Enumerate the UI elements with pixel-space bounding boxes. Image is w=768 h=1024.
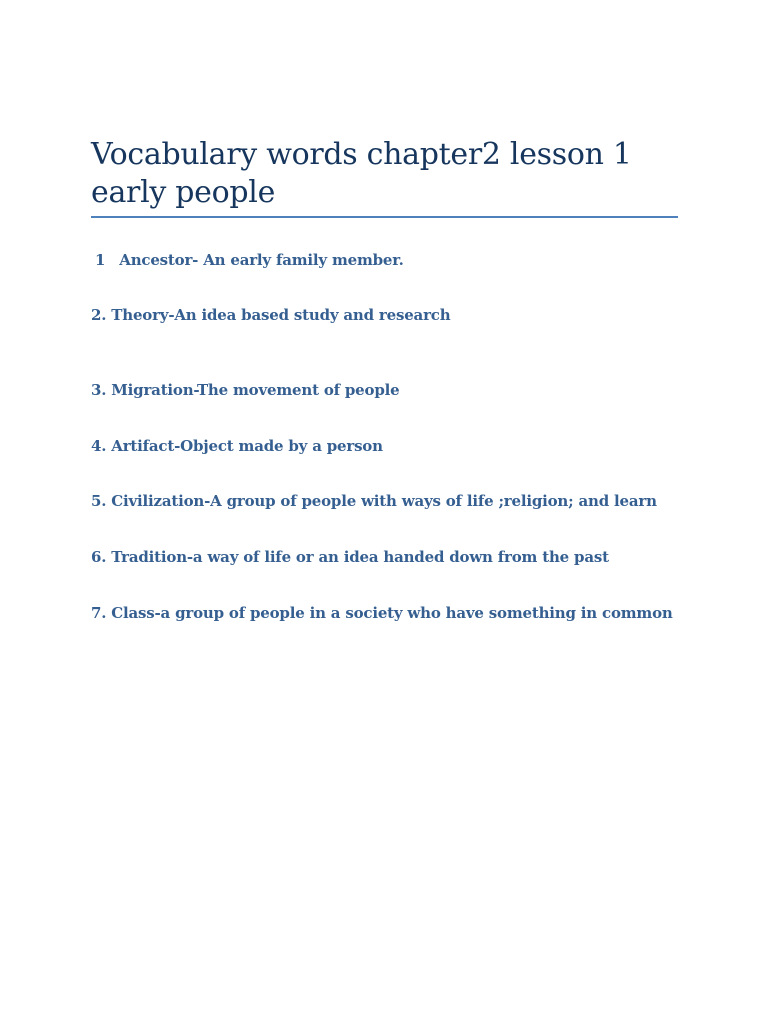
title-line-2: early people: [91, 175, 276, 210]
title-line-1: Vocabulary words chapter2 lesson 1: [91, 137, 632, 172]
vocab-item-ancestor: [95, 250, 404, 270]
page-title: [91, 136, 678, 218]
vocab-item-text: Ancestor- An early family member.: [119, 251, 404, 269]
vocab-item-class: 7. Class-a group of people in a society who have something in common: [91, 604, 673, 622]
vocab-item-civilization: 5. Civilization-A group of people with ways of life ;religion; and learn: [91, 492, 657, 510]
vocab-item-artifact: 4. Artifact-Object made by a person: [91, 437, 383, 455]
vocab-item-theory: 2. Theory-An idea based study and research: [91, 306, 451, 324]
vocab-item-migration: 3. Migration-The movement of people: [91, 381, 400, 399]
vocab-item-number: 1: [95, 251, 106, 269]
vocab-item-tradition: 6. Tradition-a way of life or an idea handed down from the past: [91, 548, 609, 566]
